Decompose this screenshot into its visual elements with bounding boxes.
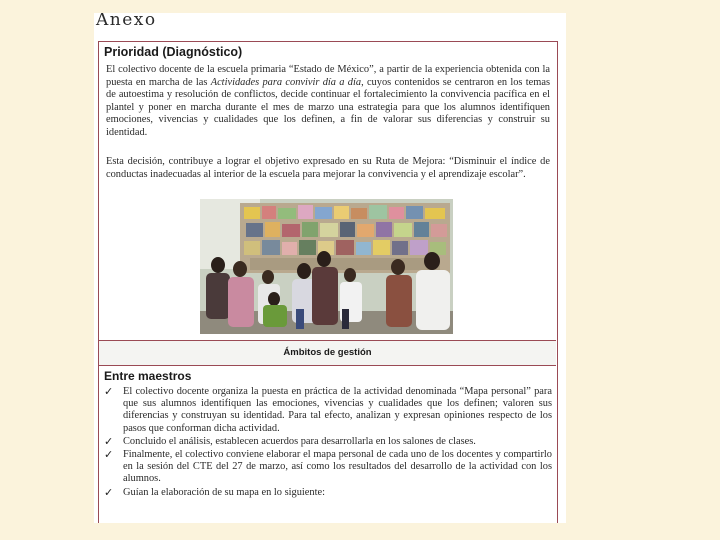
teachers-checklist	[104, 386, 552, 500]
priority-paragraph-2: Esta decisión, contribuye a lograr el objetivo expresado en su Ruta de Mejora: “Disminuir el índice de conductas inadecuadas al interior de la escuela para mejorar la convivencia y el aprendizaje escolar”.	[106, 156, 550, 180]
check-icon: ✓	[104, 434, 114, 448]
activities-title: Actividades para convivir día a día	[210, 76, 362, 88]
priority-paragraph-1-start: El colectivo docente de la escuela primaria “Estado de México”, a partir de la experiencia obtenida con la puesta en marcha de las	[106, 64, 550, 88]
scopes-heading: Ámbitos de gestión	[283, 347, 372, 358]
scopes-band	[99, 340, 556, 366]
check-icon: ✓	[104, 385, 114, 398]
list-item	[104, 487, 552, 499]
list-item-text: Finalmente, el colectivo conviene elaborar el mapa personal de cada uno de los docentes y compartirlo en la sesión del CTE del 27 de marzo, así como los resultados del desarrollo de la actividad con los alumnos.	[123, 449, 552, 485]
check-icon: ✓	[104, 448, 114, 462]
check-icon: ✓	[104, 485, 114, 499]
list-item-text: Concluido el análisis, establecen acuerdos para desarrollarla en los salones de clases.	[123, 435, 476, 447]
list-item-text: Guían la elaboración de su mapa en lo siguiente:	[123, 486, 325, 498]
document-page	[94, 13, 566, 523]
list-item	[104, 436, 552, 448]
priority-heading: Prioridad (Diagnóstico)	[104, 45, 243, 59]
school-mural-photo	[200, 199, 453, 334]
school-mural-photo-graphic	[200, 199, 453, 334]
priority-paragraph-1-end: , cuyos contenidos se centraron en los temas de autoestima y resolución de conflictos, decide continuar el fortalecimiento la convivencia pacífica en el plantel y poner en marcha durante el mes de marzo una estrategia para que los alumnos identifiquen emociones, vivencias y cualidades que los definen, a fin de valorar sus diferencias y construir su identidad.	[106, 76, 550, 138]
list-item	[104, 449, 552, 486]
annex-frame	[98, 41, 558, 523]
list-item-text: El colectivo docente organiza la puesta en práctica de la actividad denominada “Mapa personal” para que sus alumnos identifiquen las emociones, vivencias y cualidades que los definen; valoren sus diferencias y construyan su identidad. Para tal efecto, analizan y expresan opiniones respecto de los pasos que conforman dicha actividad.	[123, 386, 552, 434]
annex-title: Anexo	[96, 13, 157, 30]
list-item	[104, 386, 552, 435]
priority-paragraph-1	[106, 64, 550, 140]
teachers-heading: Entre maestros	[104, 369, 192, 383]
